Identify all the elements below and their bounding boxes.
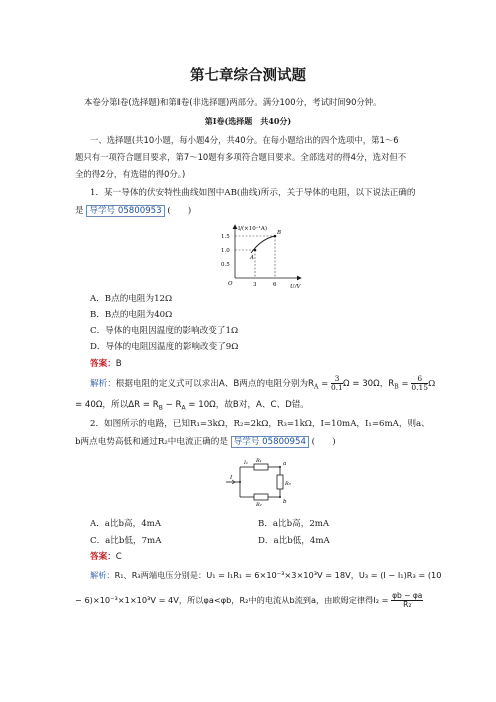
x-axis-label: U/V <box>290 284 301 288</box>
q2-explanation-line-1 <box>90 569 441 581</box>
q1-blank: ( ) <box>167 206 192 216</box>
y-axis-label: I/(×10⁻¹A) <box>238 226 268 232</box>
label-r2: R₂ <box>256 502 262 507</box>
y-tick-1-5: 1.5 <box>221 234 230 240</box>
label-i1: I₁ <box>244 460 248 466</box>
q1-fraction-a <box>331 375 343 392</box>
q1-answer-label: 答案： <box>90 359 116 369</box>
q1-option-b[interactable]: B．B点的电阻为40Ω <box>90 310 173 320</box>
q1-exp-minus: − R <box>162 400 182 410</box>
q1-explanation-line-1: 解析：根据电阻的定义式可以求出A、B两点的电阻分别为$R_A$ = $\frac{3}{0.1}$ Ω = 30Ω，$R_B$ = $\frac{6}{0.15}$ Ω <box>90 374 436 392</box>
q1-exp-sub-a2: A <box>181 404 186 412</box>
q2-frac-num: φb − φa <box>392 591 423 600</box>
q1-option-c[interactable]: C．导体的电阻因温度的影响改变了1Ω <box>90 326 239 336</box>
resistor-r3 <box>277 475 283 489</box>
q2-option-c[interactable]: C．a比b低，7mA <box>90 536 162 546</box>
page-title: 第七章综合测试题 <box>190 68 306 84</box>
point-a-dot <box>254 249 257 252</box>
section-header: 第Ⅰ卷(选择题 共40分) <box>204 116 292 126</box>
q1-exp-sub-b2: B <box>158 404 163 412</box>
q2-exp-label: 解析： <box>90 570 115 580</box>
q2-stem-line-1: 2．如图所示的电路，已知R₁=3kΩ，R₂=2kΩ，R₃=1kΩ，I=10mA，I₁=6mA，则a、 <box>90 419 430 429</box>
node-a-dot <box>279 466 281 468</box>
intro-text: 本卷分第Ⅰ卷(选择题)和第Ⅱ卷(非选择题)两部分。满分100分，考试时间90分钟。 <box>84 97 382 107</box>
q1-exp-text-2: = 40Ω，所以ΔR = R <box>75 400 159 410</box>
q2-option-d[interactable]: D．a比b低，4mA <box>258 536 330 546</box>
y-tick-1-0: 1.0 <box>221 248 230 254</box>
label-r1: R₁ <box>256 458 262 464</box>
q2-circuit-diagram <box>222 455 302 507</box>
q2-stem-text: b两点电势高低和通过R₂中电流正确的是 <box>75 437 228 447</box>
q2-exp-text-1: R₁、R₃两端电压分别是：U₁ = I₁R₁ = 6×10⁻³×3×10³V = 18V，U₃ = (I − I₁)R₃ = (10 <box>114 570 442 580</box>
node-b-dot <box>279 496 281 498</box>
q2-frac-den: R₂ <box>403 600 412 609</box>
q1-reference-number[interactable]: 导学号 05800953 <box>86 205 164 217</box>
q1-iv-graph <box>215 222 305 288</box>
x-tick-3: 3 <box>253 282 257 288</box>
q2-fraction <box>391 592 423 609</box>
point-a-label: A <box>250 255 254 261</box>
q1-frac-b-den: 0.15 <box>411 383 429 392</box>
q1-exp-text-1: 根据电阻的定义式可以求出A、B两点的电阻分别为R <box>115 379 315 389</box>
q1-exp-sub-b: B <box>394 383 399 391</box>
resistor-r1 <box>254 464 268 470</box>
q1-exp-eq1: = <box>318 379 332 389</box>
resistor-r2 <box>254 494 268 500</box>
q1-option-a[interactable]: A．B点的电阻为12Ω <box>90 294 173 304</box>
label-a: a <box>283 461 287 467</box>
instructions-line-3: 全的得2分，有选错的得0分。) <box>75 169 186 179</box>
q2-answer-label: 答案： <box>90 552 116 562</box>
q1-exp-label: 解析： <box>90 379 116 389</box>
point-b-dot <box>274 235 277 238</box>
q1-answer <box>90 358 122 370</box>
q1-answer-value: B <box>115 359 122 369</box>
q2-explanation-line-2 <box>75 592 423 609</box>
q1-option-d[interactable]: D．导体的电阻因温度的影响改变了9Ω <box>90 342 239 352</box>
q1-stem-line-2 <box>75 205 191 217</box>
q2-answer <box>90 551 122 563</box>
instructions-line-1: 一、选择题(共10小题，每小题4分，共40分。在每小题给出的四个选项中，第1～6 <box>90 135 399 145</box>
label-r3: R₃ <box>285 481 291 487</box>
q1-exp-mid: Ω = 30Ω，R <box>342 379 395 389</box>
q2-option-b[interactable]: B．a比b高，2mA <box>258 519 330 529</box>
q1-stem-prefix: 是 <box>75 206 84 216</box>
q1-exp-sub-a: A <box>314 383 319 391</box>
q1-exp-end: Ω <box>428 379 436 389</box>
q2-answer-value: C <box>115 552 122 562</box>
q1-frac-a-num: 3 <box>331 375 343 384</box>
q2-exp-text-2: − 6)×10⁻³×1×10³V = 4V，所以φa<φb，R₂中的电流从b流到a，由欧姆定律得I₂ = <box>75 595 392 605</box>
q1-explanation-line-2 <box>75 399 309 415</box>
q1-fraction-b <box>411 375 428 392</box>
y-tick-0-5: 0.5 <box>221 262 230 268</box>
q1-frac-a-den: 0.1 <box>331 383 343 392</box>
q1-exp-conclusion: = 10Ω，故B对，A、C、D错。 <box>185 400 309 410</box>
q1-frac-b-num: 6 <box>411 375 428 384</box>
origin-label: O <box>228 281 233 287</box>
label-b: b <box>283 499 287 505</box>
q2-stem-line-2 <box>75 436 336 448</box>
q2-blank: ( ) <box>311 437 336 447</box>
label-i: I <box>230 475 233 481</box>
instructions-line-2: 题只有一项符合题目要求，第7～10题有多项符合题目要求。全部选对的得4分，选对但不 <box>75 152 407 162</box>
x-tick-6: 6 <box>273 282 277 288</box>
point-b-label: B <box>277 230 282 236</box>
q2-reference-number[interactable]: 导学号 05800954 <box>231 436 309 448</box>
q2-option-a[interactable]: A．a比b高，4mA <box>90 519 162 529</box>
q1-stem-line-1: 1．某一导体的伏安特性曲线如图中AB(曲线)所示，关于导体的电阻，以下说法正确的 <box>90 188 416 198</box>
